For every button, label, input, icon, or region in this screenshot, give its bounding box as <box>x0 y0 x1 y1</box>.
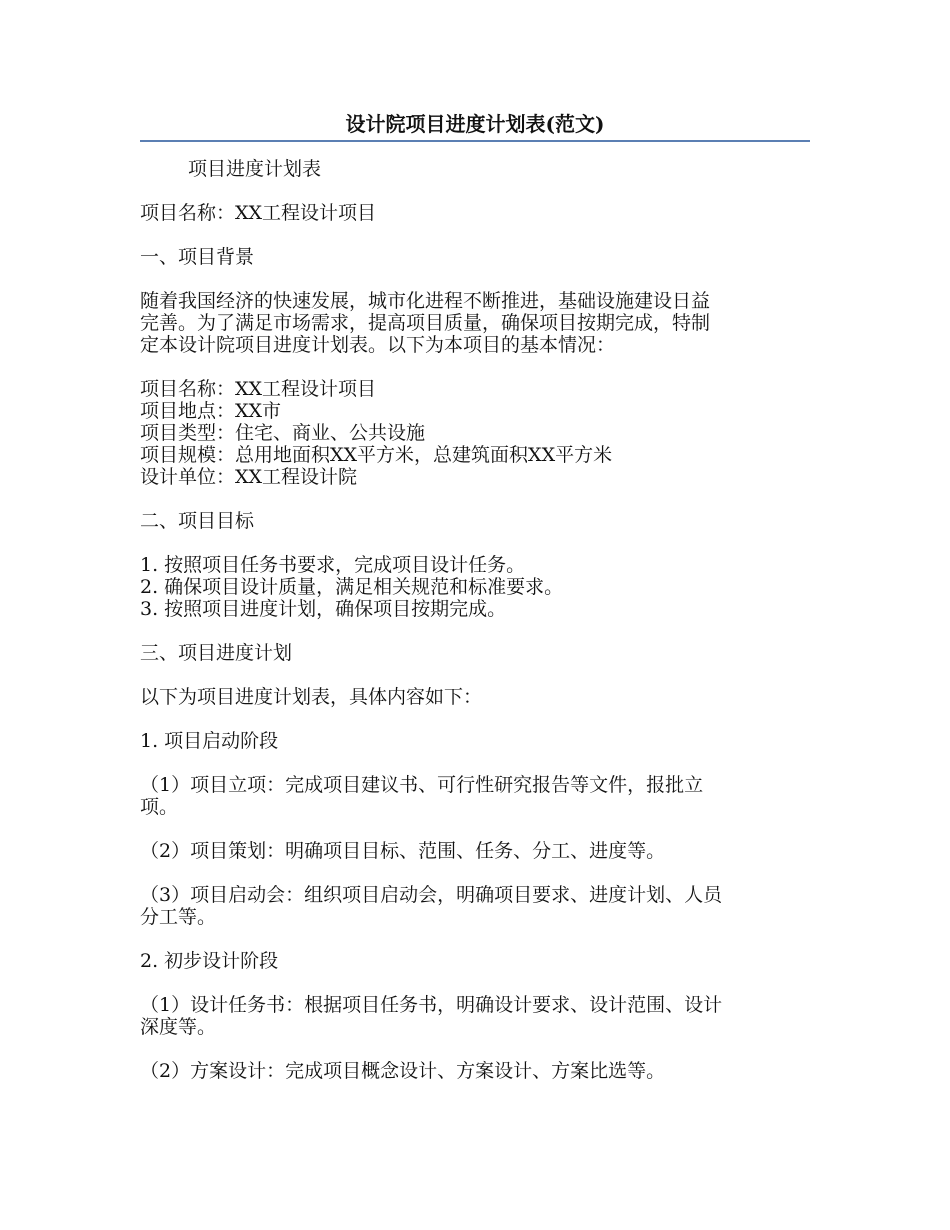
phase1-item-kickoff <box>140 884 810 928</box>
info-item-design-unit: 设计单位：XX工程设计院 <box>140 466 358 488</box>
phase-item-line: 分工等。 <box>140 906 217 928</box>
plan-intro: 以下为项目进度计划表，具体内容如下： <box>140 686 483 708</box>
basic-info-list <box>140 378 810 488</box>
title-underline <box>140 140 810 142</box>
phase-item-line: （2）方案设计：完成项目概念设计、方案设计、方案比选等。 <box>140 1060 666 1082</box>
info-item-project-name: 项目名称：XX工程设计项目 <box>140 378 377 400</box>
paragraph-line: 定本设计院项目进度计划表。以下为本项目的基本情况： <box>140 334 616 356</box>
goal-item: 2. 确保项目设计质量，满足相关规范和标准要求。 <box>140 576 564 598</box>
phase-heading-startup: 1. 项目启动阶段 <box>140 730 279 752</box>
info-item-location: 项目地点：XX市 <box>140 400 282 422</box>
section-heading-goals: 二、项目目标 <box>140 510 255 532</box>
document-body <box>140 158 810 1082</box>
goals-list <box>140 554 810 620</box>
document-title: 设计院项目进度计划表(范文) <box>345 112 605 136</box>
info-item-scale: 项目规模：总用地面积XX平方米，总建筑面积XX平方米 <box>140 444 613 466</box>
phase2-item-task-book <box>140 994 810 1038</box>
paragraph-line: 随着我国经济的快速发展，城市化进程不断推进，基础设施建设日益 <box>140 290 711 312</box>
paragraph-line: 完善。为了满足市场需求，提高项目质量，确保项目按期完成，特制 <box>140 312 711 334</box>
phase-item-line: 项。 <box>140 796 179 818</box>
goal-item: 3. 按照项目进度计划，确保项目按期完成。 <box>140 598 507 620</box>
phase-item-line: （1）项目立项：完成项目建议书、可行性研究报告等文件，报批立 <box>140 774 704 796</box>
phase-item-line: 深度等。 <box>140 1016 217 1038</box>
phase-item-line: （1）设计任务书：根据项目任务书，明确设计要求、设计范围、设计 <box>140 994 723 1016</box>
project-name-line: 项目名称：XX工程设计项目 <box>140 202 377 224</box>
subtitle: 项目进度计划表 <box>188 158 322 180</box>
phase2-item-scheme-design <box>140 1060 810 1082</box>
phase1-item-planning <box>140 840 810 862</box>
phase-heading-preliminary-design: 2. 初步设计阶段 <box>140 950 279 972</box>
goal-item: 1. 按照项目任务书要求，完成项目设计任务。 <box>140 554 526 576</box>
section-heading-background: 一、项目背景 <box>140 246 255 268</box>
title-block <box>140 110 810 142</box>
info-item-type: 项目类型：住宅、商业、公共设施 <box>140 422 426 444</box>
phase-item-line: （3）项目启动会：组织项目启动会，明确项目要求、进度计划、人员 <box>140 884 723 906</box>
phase1-item-approval <box>140 774 810 818</box>
section-heading-plan: 三、项目进度计划 <box>140 642 293 664</box>
phase-item-line: （2）项目策划：明确项目目标、范围、任务、分工、进度等。 <box>140 840 666 862</box>
background-paragraph <box>140 290 810 356</box>
